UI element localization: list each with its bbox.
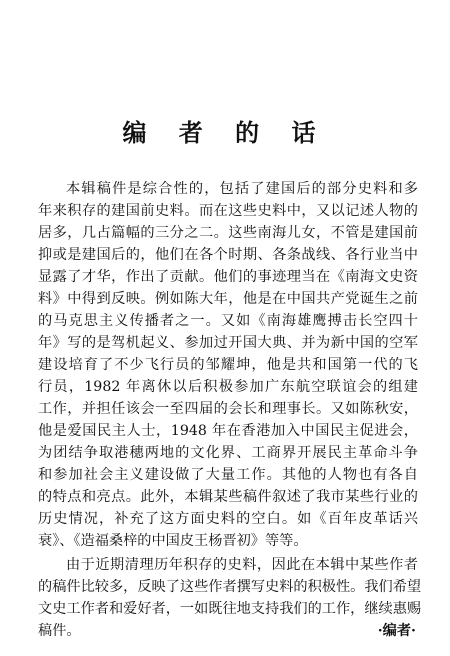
text-line: 料》中得到反映。例如陈大年，他是在中国共产党诞生之前 xyxy=(38,291,418,307)
text-line: 由于近期清理历年积存的史料，因此在本辑中某些作者 xyxy=(66,557,418,573)
text-line: 文史工作者和爱好者，一如既往地支持我们的工作，继续惠赐 xyxy=(38,601,422,617)
text-line: 抑或是建国后的，他们在各个时期、各条战线、各行业当中 xyxy=(38,247,418,263)
text-line: 年来积存的建国前史料。而在这些史料中，又以记述人物的 xyxy=(38,203,418,219)
text-line: 年》写的是驾机起义、参加过开国大典、并为新中国的空军 xyxy=(38,335,418,351)
text-line: 稿件。 xyxy=(38,623,81,639)
page-title: 编 者 的 话 xyxy=(122,118,328,147)
paragraph-2 xyxy=(38,554,422,642)
document-body xyxy=(38,178,422,642)
text-line: 建设培育了不少飞行员的邹耀坤，他是共和国第一代的飞 xyxy=(38,357,418,373)
paragraph-1 xyxy=(38,178,418,552)
text-line: 他是爱国民主人士，1948 年在香港加入中国民主促进会， xyxy=(38,423,418,439)
text-line: 显露了才华，作出了贡献。他们的事迹理当在《南海文史资 xyxy=(38,269,418,285)
signature: ·编者· xyxy=(377,623,416,639)
closing-row xyxy=(38,620,418,642)
text-line: 的马克思主义传播者之一。又如《南海雄鹰搏击长空四十 xyxy=(38,313,418,329)
text-line: 的稿件比较多，反映了这些作者撰写史料的积极性。我们希望 xyxy=(38,579,422,595)
text-line: 工作，并担任该会一至四届的会长和理事长。又如陈秋安， xyxy=(38,401,418,417)
text-line: 居多，几占篇幅的三分之二。这些南海儿女，不管是建国前 xyxy=(38,225,418,241)
text-line: 为团结争取港穗两地的文化界、工商界开展民主革命斗争 xyxy=(38,445,418,461)
text-line: 行员，1982 年离休以后积极参加广东航空联谊会的组建 xyxy=(38,379,418,395)
text-line: 的特点和亮点。此外，本辑某些稿件叙述了我市某些行业的 xyxy=(38,489,418,505)
text-line: 历史情况，补充了这方面史料的空白。如《百年皮革话兴 xyxy=(38,511,418,527)
text-line: 衰》、《造福桑梓的中国皮王杨晋初》等等。 xyxy=(38,533,308,549)
text-line: 本辑稿件是综合性的，包括了建国后的部分史料和多 xyxy=(66,181,418,197)
text-line: 和参加社会主义建设做了大量工作。其他的人物也有各自 xyxy=(38,467,418,483)
